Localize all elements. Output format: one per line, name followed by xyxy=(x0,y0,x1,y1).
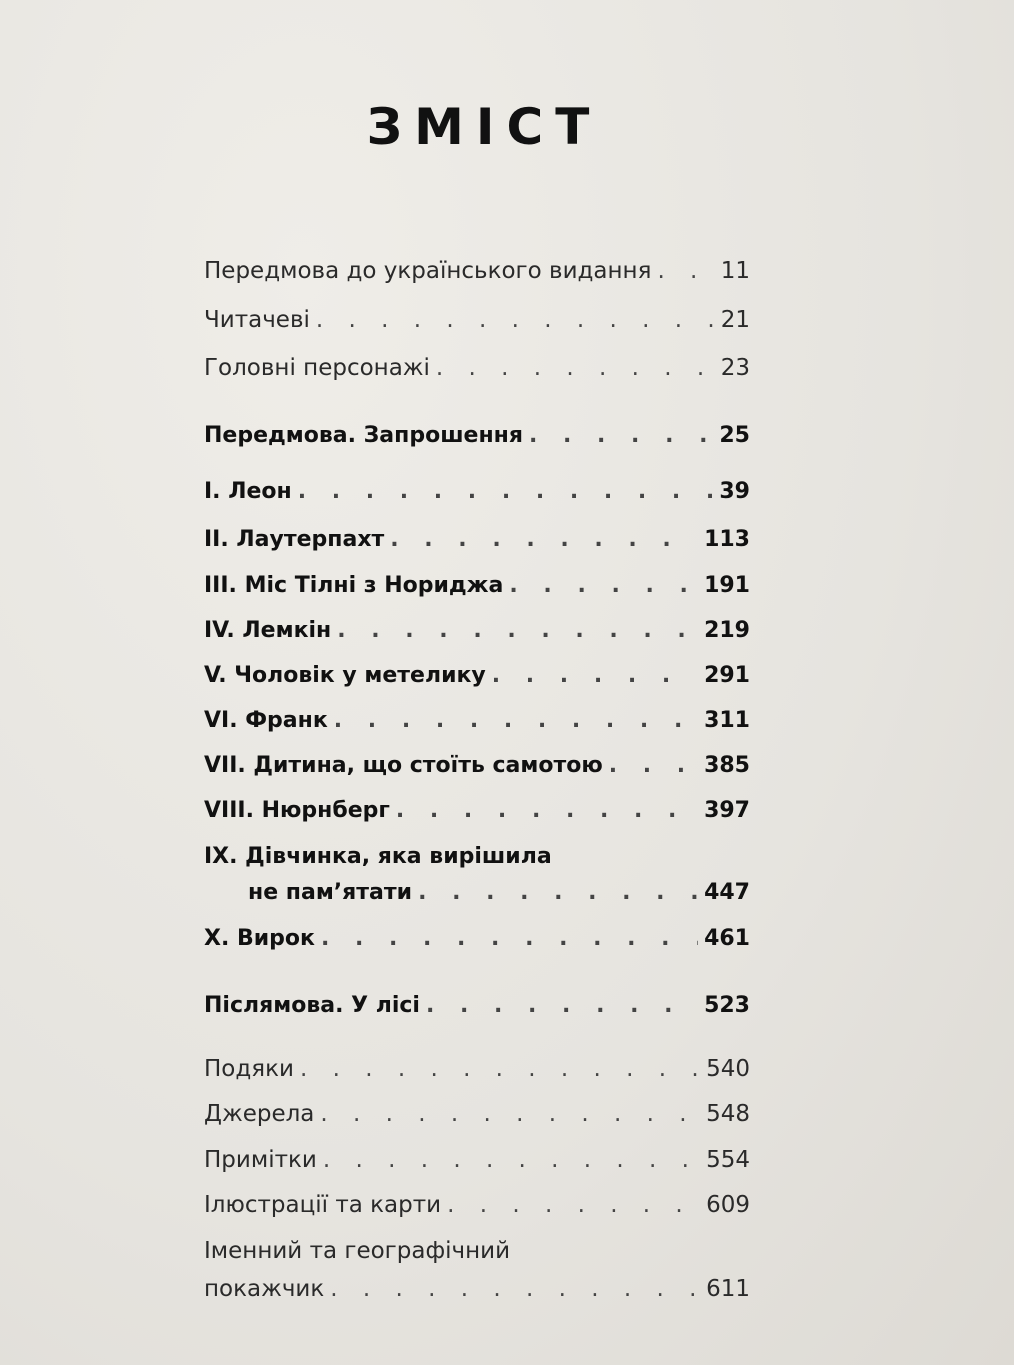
toc-entry-label: Джерела xyxy=(204,1101,315,1127)
toc-entry-notes[interactable] xyxy=(204,1147,750,1173)
toc-page-number: 311 xyxy=(704,708,750,733)
toc-page-number: 461 xyxy=(704,926,750,951)
toc-entry-sources[interactable] xyxy=(204,1101,750,1127)
toc-entry-label: Передмова. Запрошення xyxy=(204,423,523,448)
toc-entry-chapter-9-line1[interactable]: IX. Дівчинка, яка вирішила xyxy=(204,844,552,869)
leader-dots xyxy=(300,1056,700,1082)
toc-entry-chapter-2[interactable] xyxy=(204,527,750,552)
toc-page-number: 447 xyxy=(704,880,750,905)
toc-entry-label: Передмова до українського видання xyxy=(204,258,652,284)
toc-page-number: 219 xyxy=(704,618,750,643)
toc-entry-label: III. Міс Тілні з Нориджа xyxy=(204,573,504,598)
toc-entry-chapter-1[interactable] xyxy=(204,479,750,504)
leader-dots xyxy=(390,527,698,552)
toc-entry-label: X. Вирок xyxy=(204,926,315,951)
toc-page-number: 23 xyxy=(720,355,750,381)
leader-dots xyxy=(298,479,714,504)
toc-entry-chapter-3[interactable] xyxy=(204,573,750,598)
leader-dots xyxy=(316,307,715,333)
leader-dots xyxy=(396,798,698,823)
toc-entry-chapter-10[interactable] xyxy=(204,926,750,951)
table-of-contents xyxy=(204,0,750,1365)
toc-entry-to-reader[interactable] xyxy=(204,307,750,333)
toc-page-number: 39 xyxy=(719,479,750,504)
toc-page-number: 548 xyxy=(706,1101,750,1127)
toc-entry-label: IV. Лемкін xyxy=(204,618,332,643)
leader-dots xyxy=(492,663,698,688)
toc-entry-label: Післямова. У лісі xyxy=(204,993,420,1018)
leader-dots xyxy=(529,423,713,448)
toc-entry-epilogue[interactable] xyxy=(204,993,750,1018)
toc-entry-chapter-6[interactable] xyxy=(204,708,750,733)
toc-page-number: 191 xyxy=(704,573,750,598)
leader-dots xyxy=(447,1192,700,1218)
toc-entry-label: VIII. Нюрнберг xyxy=(204,798,390,823)
toc-page-number: 554 xyxy=(706,1147,750,1173)
leader-dots xyxy=(330,1276,700,1302)
toc-entry-label: Примітки xyxy=(204,1147,317,1173)
leader-dots xyxy=(426,993,698,1018)
toc-entry-preface-ukrainian[interactable] xyxy=(204,258,750,284)
toc-entry-label: VII. Дитина, що стоїть самотою xyxy=(204,753,603,778)
toc-entry-label: II. Лаутерпахт xyxy=(204,527,385,552)
toc-page-number: 397 xyxy=(704,798,750,823)
leader-dots xyxy=(436,355,715,381)
toc-entry-chapter-4[interactable] xyxy=(204,618,750,643)
leader-dots xyxy=(609,753,698,778)
leader-dots xyxy=(509,573,698,598)
toc-entry-chapter-7[interactable] xyxy=(204,753,750,778)
toc-entry-label: I. Леон xyxy=(204,479,292,504)
toc-page-number: 609 xyxy=(706,1192,750,1218)
leader-dots xyxy=(334,708,698,733)
toc-page-number: 113 xyxy=(704,527,750,552)
toc-entry-acknowledgements[interactable] xyxy=(204,1056,750,1082)
page-title: ЗМІСТ xyxy=(366,98,602,156)
toc-page-number: 611 xyxy=(706,1276,750,1302)
leader-dots xyxy=(323,1147,700,1173)
leader-dots xyxy=(337,618,698,643)
toc-entry-chapter-8[interactable] xyxy=(204,798,750,823)
leader-dots xyxy=(418,880,698,905)
toc-entry-label: не пам’ятати xyxy=(248,880,413,905)
leader-dots xyxy=(321,926,698,951)
toc-entry-main-characters[interactable] xyxy=(204,355,750,381)
toc-page-number: 540 xyxy=(706,1056,750,1082)
toc-page-number: 523 xyxy=(704,993,750,1018)
toc-page-number: 11 xyxy=(720,258,750,284)
leader-dots xyxy=(657,258,714,284)
toc-page-number: 291 xyxy=(704,663,750,688)
toc-entry-label: Головні персонажі xyxy=(204,355,430,381)
toc-entry-index[interactable] xyxy=(204,1276,750,1302)
toc-entry-chapter-5[interactable] xyxy=(204,663,750,688)
toc-entry-label: Ілюстрації та карти xyxy=(204,1192,442,1218)
toc-entry-label: VI. Франк xyxy=(204,708,328,733)
toc-entry-label: покажчик xyxy=(204,1276,325,1302)
toc-entry-label: Читачеві xyxy=(204,307,310,333)
toc-page-number: 385 xyxy=(704,753,750,778)
toc-entry-index-line1[interactable]: Іменний та географічний xyxy=(204,1238,511,1264)
toc-entry-prologue[interactable] xyxy=(204,423,750,448)
toc-page-number: 21 xyxy=(720,307,750,333)
toc-page-number: 25 xyxy=(719,423,750,448)
leader-dots xyxy=(320,1101,700,1127)
toc-entry-label: Подяки xyxy=(204,1056,294,1082)
toc-entry-chapter-9[interactable] xyxy=(204,880,750,905)
toc-entry-label: V. Чоловік у метелику xyxy=(204,663,486,688)
toc-entry-illustrations[interactable] xyxy=(204,1192,750,1218)
